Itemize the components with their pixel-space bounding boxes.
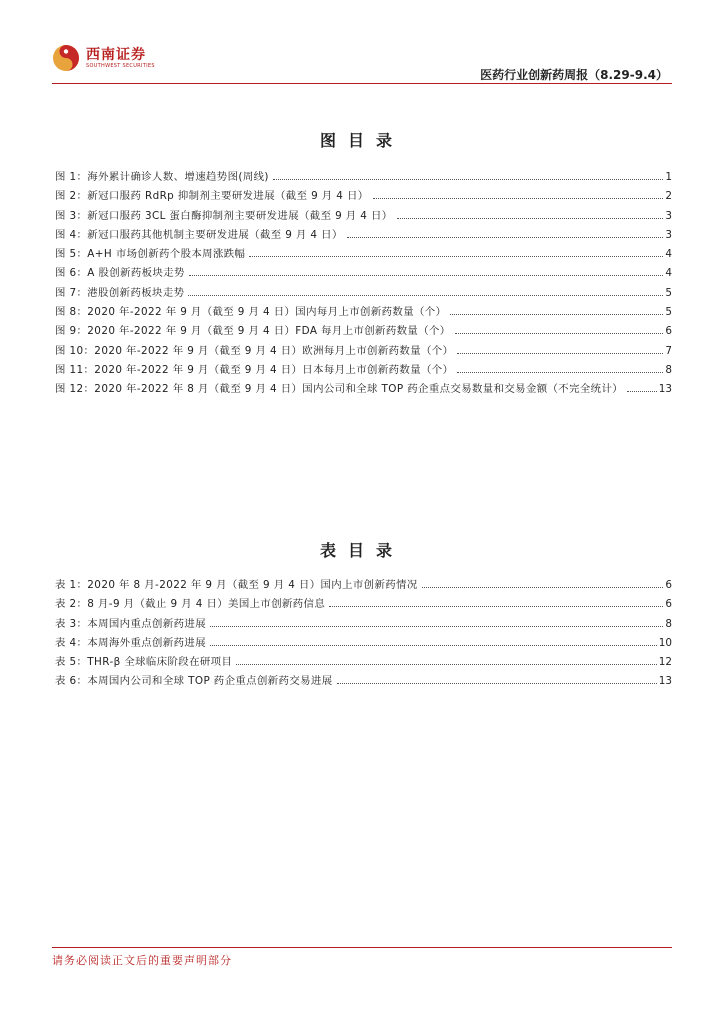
toc-entry-page: 13: [658, 675, 672, 688]
toc-entry-label: 表 5：THR-β 全球临床阶段在研项目: [55, 656, 233, 669]
toc-entry-page: 12: [658, 656, 672, 669]
toc-entry-label: 图 8：2020 年-2022 年 9 月（截至 9 月 4 日）国内每月上市创新药数量（个）: [55, 306, 447, 319]
toc-entry-label: 图 1：海外累计确诊人数、增速趋势图(周线): [55, 171, 269, 183]
toc-entry-page: 4: [665, 248, 672, 261]
toc-entry-page: 7: [665, 344, 672, 357]
report-title: 医药行业创新药周报（8.29-9.4）: [480, 68, 668, 82]
toc-entry-page: 3: [665, 228, 672, 241]
toc-dot-leader: [329, 606, 663, 607]
toc-dot-leader: [210, 626, 663, 627]
toc-entry[interactable]: [55, 187, 672, 206]
toc-dot-leader: [627, 391, 657, 392]
toc-entry[interactable]: [55, 634, 672, 653]
toc-entry-label: 图 9：2020 年-2022 年 9 月（截至 9 月 4 日）FDA 每月上市创新药数量（个）: [55, 325, 451, 338]
toc-dot-leader: [236, 664, 657, 665]
toc-entry[interactable]: [55, 595, 672, 614]
toc-dot-leader: [450, 314, 663, 315]
toc-entry-page: 8: [665, 363, 672, 376]
toc-entry-label: 表 6：本周国内公司和全球 TOP 药企重点创新药交易进展: [55, 675, 333, 688]
toc-entry-label: 图 12：2020 年-2022 年 8 月（截至 9 月 4 日）国内公司和全球 TOP 药企重点交易数量和交易金额（不完全统计）: [55, 383, 624, 396]
toc-entry-page: 4: [665, 267, 672, 280]
toc-entry-label: 表 2：8 月-9 月（截止 9 月 4 日）美国上市创新药信息: [55, 598, 326, 611]
header-divider: [52, 83, 672, 84]
toc-entry[interactable]: [55, 284, 672, 303]
toc-entry[interactable]: [55, 303, 672, 322]
toc-dot-leader: [337, 683, 657, 684]
toc-entry[interactable]: [55, 672, 672, 691]
toc-entry-label: 图 3：新冠口服药 3CL 蛋白酶抑制剂主要研发进展（截至 9 月 4 日）: [55, 209, 393, 222]
toc-dot-leader: [210, 645, 657, 646]
logo-english-name: SOUTHWEST SECURITIES: [86, 62, 155, 69]
toc-entry[interactable]: [55, 380, 672, 399]
toc-dot-leader: [422, 587, 664, 588]
toc-dot-leader: [188, 295, 663, 296]
toc-entry-page: 3: [665, 209, 672, 222]
toc-entry-page: 6: [665, 598, 672, 611]
footer-disclaimer: 请务必阅读正文后的重要声明部分: [52, 954, 232, 967]
toc-entry[interactable]: [55, 226, 672, 245]
logo-emblem-icon: [52, 44, 80, 72]
toc-entry[interactable]: [55, 264, 672, 283]
toc-entry[interactable]: [55, 361, 672, 380]
toc-entry-label: 图 4：新冠口服药其他机制主要研发进展（截至 9 月 4 日）: [55, 228, 343, 241]
toc-dot-leader: [455, 333, 664, 334]
toc-entry-page: 5: [665, 306, 672, 319]
toc-entry-page: 8: [665, 617, 672, 630]
toc-entry[interactable]: [55, 342, 672, 361]
toc-entry-page: 6: [665, 579, 672, 591]
toc-entry-page: 6: [665, 325, 672, 338]
table-toc-title: 表目录: [319, 541, 404, 560]
toc-entry-label: 图 6：A 股创新药板块走势: [55, 267, 185, 280]
toc-dot-leader: [273, 179, 664, 180]
toc-entry-label: 表 4：本周海外重点创新药进展: [55, 636, 206, 649]
toc-entry-label: 表 1：2020 年 8 月-2022 年 9 月（截至 9 月 4 日）国内上市创新药情况: [55, 579, 418, 591]
toc-entry-label: 图 11：2020 年-2022 年 9 月（截至 9 月 4 日）日本每月上市创新药数量（个）: [55, 363, 454, 376]
toc-entry[interactable]: [55, 576, 672, 595]
toc-dot-leader: [373, 198, 664, 199]
toc-entry[interactable]: [55, 207, 672, 226]
toc-entry[interactable]: [55, 245, 672, 264]
toc-entry[interactable]: [55, 322, 672, 341]
toc-dot-leader: [457, 353, 663, 354]
table-toc-list: [55, 576, 672, 692]
figure-toc-title: 图目录: [319, 131, 404, 150]
toc-entry[interactable]: [55, 168, 672, 187]
toc-entry-label: 图 7：港股创新药板块走势: [55, 286, 185, 299]
toc-entry-label: 图 5：A+H 市场创新药个股本周涨跌幅: [55, 248, 246, 261]
figure-toc-list: [55, 168, 672, 400]
toc-dot-leader: [347, 237, 664, 238]
toc-entry-label: 表 3：本周国内重点创新药进展: [55, 617, 206, 630]
logo-chinese-name: 西南证券: [86, 46, 146, 63]
toc-dot-leader: [397, 218, 664, 219]
company-logo: [52, 42, 155, 74]
toc-dot-leader: [457, 372, 663, 373]
toc-entry[interactable]: [55, 615, 672, 634]
toc-entry-label: 图 2：新冠口服药 RdRp 抑制剂主要研发进展（截至 9 月 4 日）: [55, 190, 369, 203]
toc-entry-label: 图 10：2020 年-2022 年 9 月（截至 9 月 4 日）欧洲每月上市创新药数量（个）: [55, 344, 454, 357]
toc-entry-page: 5: [665, 286, 672, 299]
toc-dot-leader: [249, 256, 663, 257]
page-header: [0, 0, 724, 90]
footer-divider: [52, 947, 672, 948]
toc-entry-page: 2: [665, 190, 672, 203]
toc-dot-leader: [189, 275, 664, 276]
toc-entry[interactable]: [55, 653, 672, 672]
toc-entry-page: 10: [658, 636, 672, 649]
toc-entry-page: 1: [665, 171, 672, 183]
toc-entry-page: 13: [658, 383, 672, 396]
